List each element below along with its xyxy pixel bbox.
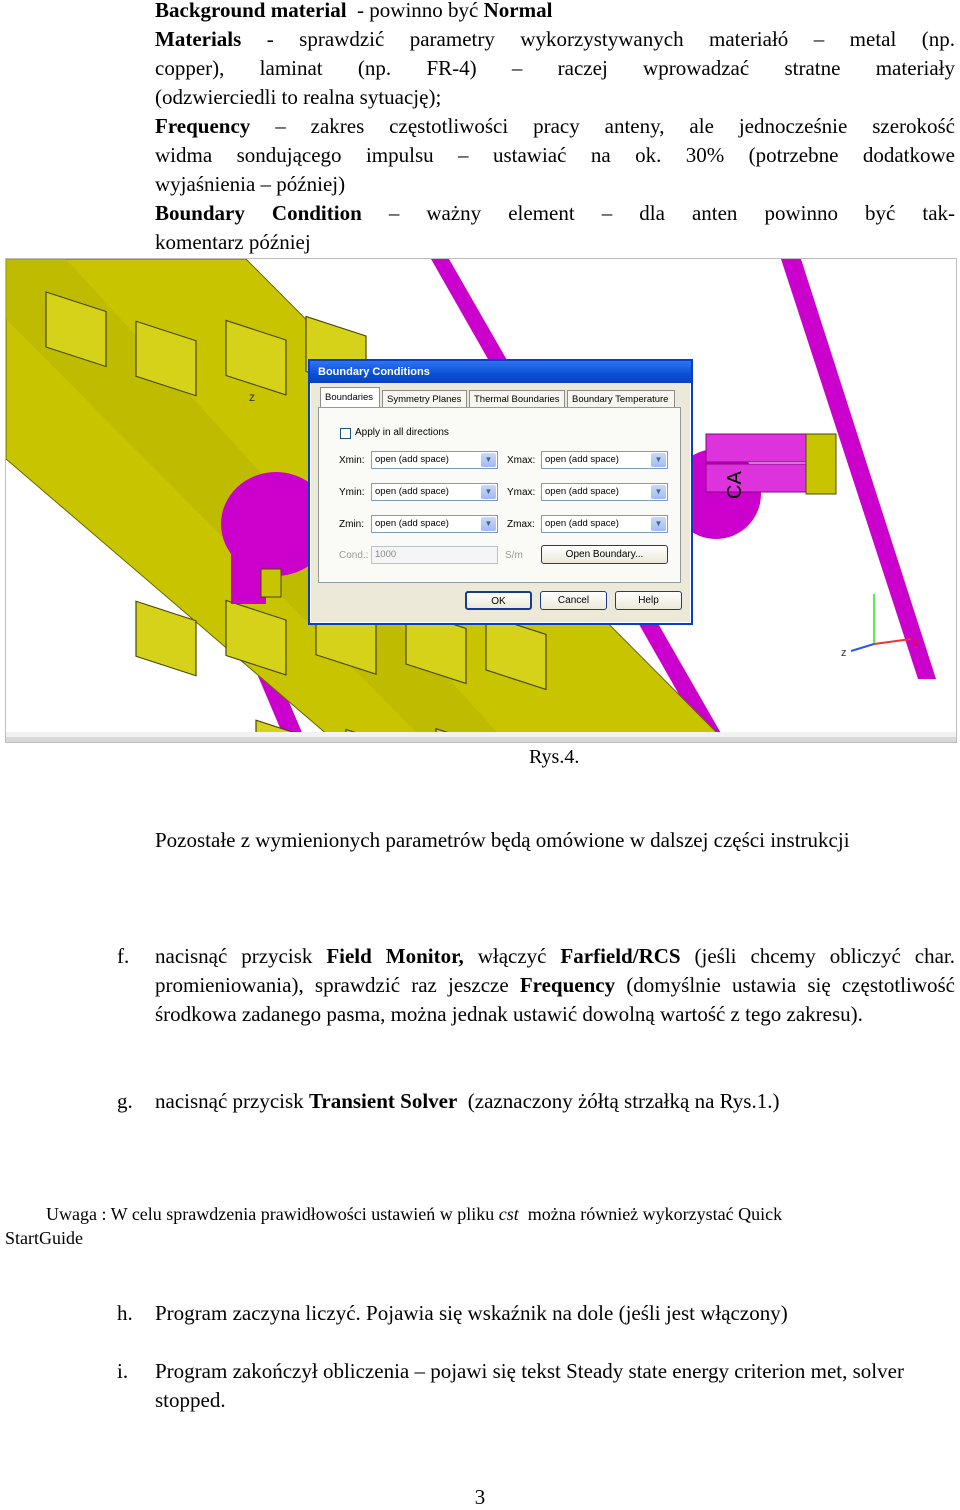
- intro-line-8: Boundary Condition – ważny element – dla anten powinno być tak-: [155, 201, 956, 225]
- background-material-term: Background material: [155, 0, 347, 22]
- xmin-select[interactable]: open (add space) ▼: [371, 451, 498, 469]
- note-line-2: StartGuide: [5, 1228, 83, 1248]
- ymin-select[interactable]: open (add space) ▼: [371, 483, 498, 501]
- chevron-down-icon: ▼: [481, 485, 496, 499]
- intro-line-9: komentarz później: [155, 230, 311, 254]
- item-i-marker: i.: [117, 1359, 129, 1383]
- chevron-down-icon: ▼: [651, 485, 666, 499]
- tab-thermal-boundaries[interactable]: Thermal Boundaries: [469, 390, 565, 407]
- zmin-label: Zmin:: [339, 519, 364, 530]
- intro-line-1: Background material - powinno być Normal: [155, 0, 553, 22]
- tab-boundaries[interactable]: Boundaries: [320, 387, 380, 408]
- item-h-text: Program zaczyna liczyć. Pojawia się wskaźnik na dole (jeśli jest włączony): [155, 1301, 788, 1325]
- boundary-conditions-screenshot: [5, 258, 957, 743]
- item-f-text: nacisnąć przycisk Field Monitor, włączyć Farfield/RCS (jeśli chcemy obliczyć char. promieniowania), sprawdzić raz jeszcze Frequency (domyślnie ustawia się częstotliwość środkowa zadanego pasma, można jednak ustawić dowolną wartość z tego zakresu).: [155, 944, 955, 1026]
- ok-button[interactable]: OK: [465, 591, 532, 610]
- intro-line-7: wyjaśnienia – później): [155, 172, 346, 196]
- tab-boundary-temperature[interactable]: Boundary Temperature: [567, 390, 675, 407]
- chevron-down-icon: ▼: [481, 517, 496, 531]
- item-i-text: Program zakończył obliczenia – pojawi się tekst Steady state energy criterion met, solver stopped.: [155, 1359, 904, 1412]
- axis-x-label: x: [913, 637, 919, 649]
- item-f-marker: f.: [117, 944, 130, 968]
- ca-label: CA: [724, 471, 746, 499]
- boundary-conditions-dialog: [308, 359, 693, 625]
- intro-line-2: Materials - sprawdzić parametry wykorzystywanych materiałó – metal (np.: [155, 27, 955, 51]
- chevron-down-icon: ▼: [651, 453, 666, 467]
- item-h-marker: h.: [117, 1301, 133, 1325]
- xmax-select[interactable]: open (add space) ▼: [541, 451, 668, 469]
- zmin-select[interactable]: open (add space) ▼: [371, 515, 498, 533]
- tab-symmetry-planes[interactable]: Symmetry Planes: [382, 390, 467, 407]
- zmax-label: Zmax:: [507, 519, 535, 530]
- axis-z-label: z: [841, 647, 847, 659]
- cond-unit: S/m: [505, 550, 523, 561]
- item-g-marker: g.: [117, 1089, 133, 1113]
- intro-line-6: widma sondującego impulsu – ustawiać na ok. 30% (potrzebne dodatkowe: [155, 143, 955, 167]
- item-g-text: nacisnąć przycisk Transient Solver (zaznaczony żółtą strzałką na Rys.1.): [155, 1089, 780, 1113]
- xmax-label: Xmax:: [507, 455, 536, 466]
- intro-line-5: Frequency – zakres częstotliwości pracy anteny, ale jednocześnie szerokość: [155, 114, 955, 138]
- dialog-title: Boundary Conditions: [310, 361, 691, 383]
- ymax-label: Ymax:: [507, 487, 536, 498]
- chevron-down-icon: ▼: [481, 453, 496, 467]
- axis-z-label-scene: z: [249, 390, 255, 404]
- help-button[interactable]: Help: [615, 591, 682, 610]
- open-boundary-button[interactable]: Open Boundary...: [541, 545, 668, 564]
- intro-line-4: (odzwierciedli to realna sytuację);: [155, 85, 442, 109]
- ymax-select[interactable]: open (add space) ▼: [541, 483, 668, 501]
- apply-all-checkbox[interactable]: [340, 428, 351, 439]
- intro-line-3: copper), laminat (np. FR-4) – raczej wprowadzać stratne materiały: [155, 56, 955, 80]
- boundaries-panel: [318, 407, 681, 583]
- figure-caption: Rys.4.: [529, 746, 580, 768]
- zmax-select[interactable]: open (add space) ▼: [541, 515, 668, 533]
- page-number: 3: [474, 1485, 486, 1509]
- paragraph-remaining: Pozostałe z wymienionych parametrów będą omówione w dalszej części instrukcji: [155, 828, 850, 852]
- chevron-down-icon: ▼: [651, 517, 666, 531]
- cond-field[interactable]: 1000: [371, 546, 498, 564]
- apply-all-label: Apply in all directions: [355, 427, 449, 438]
- xmin-label: Xmin:: [339, 455, 365, 466]
- cancel-button[interactable]: Cancel: [540, 591, 607, 610]
- ymin-label: Ymin:: [339, 487, 365, 498]
- cond-label: Cond.:: [339, 550, 369, 561]
- note-line-1: Uwaga : W celu sprawdzenia prawidłowości ustawień w pliku cst można również wykorzystać Quick: [46, 1204, 783, 1224]
